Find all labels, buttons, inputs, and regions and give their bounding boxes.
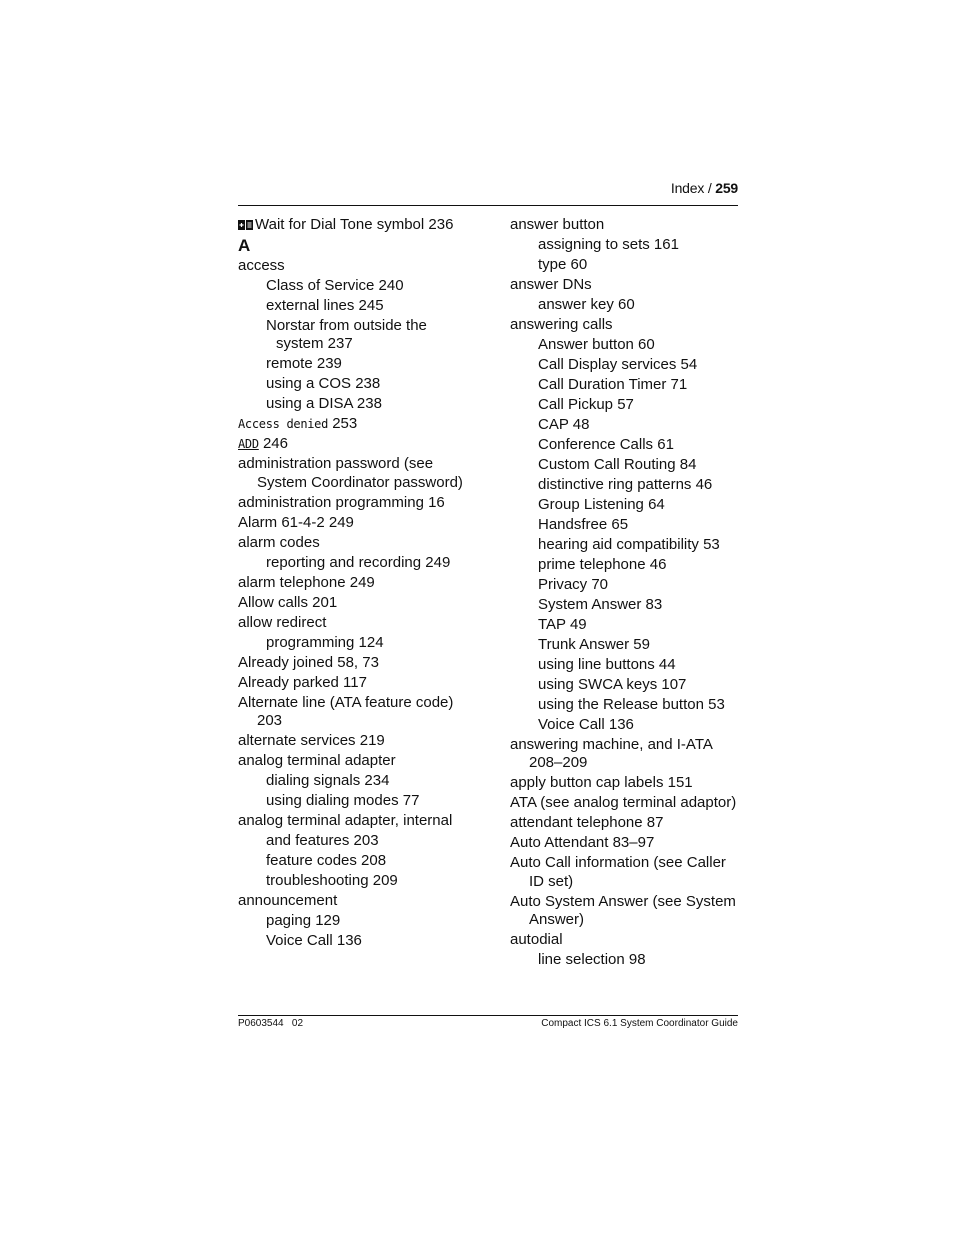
entry-text: Wait for Dial Tone symbol 236 [255,216,454,233]
index-entry [238,574,470,592]
page-number: 259 [715,180,738,196]
entry-text: distinctive ring patterns 46 [538,476,713,493]
index-entry [510,276,738,294]
footer-doc-number: P0603544 02 [238,1018,304,1029]
index-subentry [538,376,738,394]
entry-text: reporting and recording 249 [266,553,451,571]
entry-text: Call Display services 54 [538,356,698,373]
index-entry [510,774,738,792]
index-subentry [538,476,738,494]
index-subentry [538,556,738,574]
index-entry [238,494,470,512]
entry-text: answer button [510,216,605,233]
index-entry [510,316,738,334]
index-entry [510,931,738,949]
index-entry [238,892,470,910]
entry-text: Trunk Answer 59 [538,636,650,653]
index-entry [238,752,470,770]
entry-text: Alarm 61-4-2 249 [238,513,354,531]
entry-text: Auto Attendant 83–97 [510,834,655,852]
index-subentry [538,636,738,654]
index-entry [238,257,470,275]
index-entry [238,694,470,731]
entry-text: type 60 [538,256,588,273]
entry-text: prime telephone 46 [538,556,667,573]
entry-text: answering calls [510,316,613,333]
index-entry [510,216,738,234]
index-subentry [266,832,470,850]
index-subentry [538,951,738,969]
entry-text: using a DISA 238 [266,395,382,413]
entry-text: analog terminal adapter, internal [238,812,453,830]
entry-text: Conference Calls 61 [538,436,674,453]
index-letter-heading [238,236,470,255]
entry-text: and features 203 [266,832,379,850]
index-subentry [538,416,738,434]
index-subentry [538,236,738,254]
entry-text: using a COS 238 [266,375,381,393]
index-entry [238,812,470,830]
index-subentry [538,596,738,614]
index-subentry [266,355,470,373]
entry-text: answering machine, and I-ATA 208–209 [510,736,713,772]
entry-text: A [238,236,251,255]
entry-text: Class of Service 240 [266,277,404,294]
entry-text: Group Listening 64 [538,496,665,513]
index-subentry [538,456,738,474]
index-entry [510,814,738,832]
header-rule [238,205,738,206]
entry-text: external lines 245 [266,297,384,314]
index-subentry [538,496,738,514]
index-entry [238,614,470,632]
dial-tone-symbol-icon [238,220,253,230]
index-subentry [266,277,470,295]
index-entry [238,534,470,552]
index-subentry [538,716,738,734]
display-text: ADD [238,437,259,452]
entry-text: CAP 48 [538,416,590,433]
entry-text: alarm codes [238,533,320,551]
index-subentry [538,696,738,714]
entry-text: apply button cap labels 151 [510,774,693,792]
index-subentry [538,396,738,414]
index-entry [238,674,470,692]
index-subentry [538,296,738,314]
index-subentry [266,932,470,950]
entry-text: remote 239 [266,355,342,373]
index-subentry [266,395,470,413]
entry-text: Already joined 58, 73 [238,653,379,671]
entry-text: programming 124 [266,633,384,651]
entry-text: 253 [332,415,358,433]
index-subentry [266,872,470,890]
entry-text: Already parked 117 [238,673,367,691]
index-subentry [266,554,470,572]
entry-text: Norstar from outside the system 237 [266,317,427,353]
entry-text: 246 [262,435,288,453]
entry-text: alarm telephone 249 [238,573,375,591]
entry-text: administration programming 16 [238,493,445,511]
entry-text: line selection 98 [538,951,646,969]
index-subentry [538,656,738,674]
entry-text: autodial [510,931,563,949]
index-subentry [266,792,470,810]
entry-text: feature codes 208 [266,852,387,870]
index-subentry [266,852,470,870]
entry-text: access [238,257,285,274]
index-entry [238,415,470,433]
footer-rule [238,1015,738,1016]
entry-text: administration password (see System Coordinator password) [238,455,463,491]
page-header [671,180,738,196]
entry-text: Alternate line (ATA feature code) 203 [238,693,454,730]
index-subentry [266,297,470,315]
index-subentry [266,375,470,393]
index-entry [238,514,470,532]
index-subentry [538,616,738,634]
entry-text: troubleshooting 209 [266,872,398,890]
entry-text: allow redirect [238,613,327,631]
index-subentry [266,912,470,930]
index-subentry [538,676,738,694]
entry-text: Call Duration Timer 71 [538,376,688,393]
entry-text: assigning to sets 161 [538,236,679,253]
entry-text: announcement [238,892,338,910]
index-entry [238,435,470,453]
index-subentry [266,634,470,652]
entry-text: Allow calls 201 [238,593,338,611]
index-entry [238,216,470,234]
entry-text: Answer button 60 [538,336,655,353]
index-column-right [510,216,738,971]
index-column-left [238,216,470,952]
entry-text: paging 129 [266,912,341,930]
index-entry [238,594,470,612]
index-entry [510,794,738,812]
entry-text: Call Pickup 57 [538,396,634,413]
entry-text: ATA (see analog terminal adaptor) [510,794,737,812]
index-subentry [538,516,738,534]
entry-text: Handsfree 65 [538,516,629,533]
entry-text: using SWCA keys 107 [538,676,687,693]
entry-text: answer key 60 [538,296,635,313]
entry-text: System Answer 83 [538,596,663,613]
entry-text: using dialing modes 77 [266,792,420,810]
header-section: Index / [670,180,712,196]
index-subentry [266,317,470,354]
index-entry [510,854,738,891]
index-entry [510,736,738,773]
entry-text: dialing signals 234 [266,772,390,790]
entry-text: Auto System Answer (see System Answer) [510,892,736,929]
entry-text: Auto Call information (see Caller ID set) [510,854,726,890]
entry-text: Voice Call 136 [266,932,362,950]
entry-text: analog terminal adapter [238,752,396,770]
entry-text: hearing aid compatibility 53 [538,536,720,553]
entry-text: using line buttons 44 [538,656,676,673]
footer-doc-title: Compact ICS 6.1 System Coordinator Guide [541,1018,738,1029]
entry-text: alternate services 219 [238,732,385,750]
index-entry [238,455,470,492]
display-text: Access denied [238,417,329,432]
index-subentry [538,576,738,594]
index-subentry [266,772,470,790]
entry-text: TAP 49 [538,616,587,633]
index-subentry [538,356,738,374]
entry-text: answer DNs [510,276,592,293]
index-entry [510,834,738,852]
index-subentry [538,436,738,454]
index-subentry [538,256,738,274]
index-entry [238,654,470,672]
entry-text: Privacy 70 [538,576,609,593]
index-entry [238,732,470,750]
index-subentry [538,536,738,554]
index-subentry [538,336,738,354]
index-entry [510,893,738,930]
entry-text: using the Release button 53 [538,696,725,713]
entry-text: Custom Call Routing 84 [538,456,697,473]
entry-text: Voice Call 136 [538,716,634,733]
entry-text: attendant telephone 87 [510,814,664,832]
